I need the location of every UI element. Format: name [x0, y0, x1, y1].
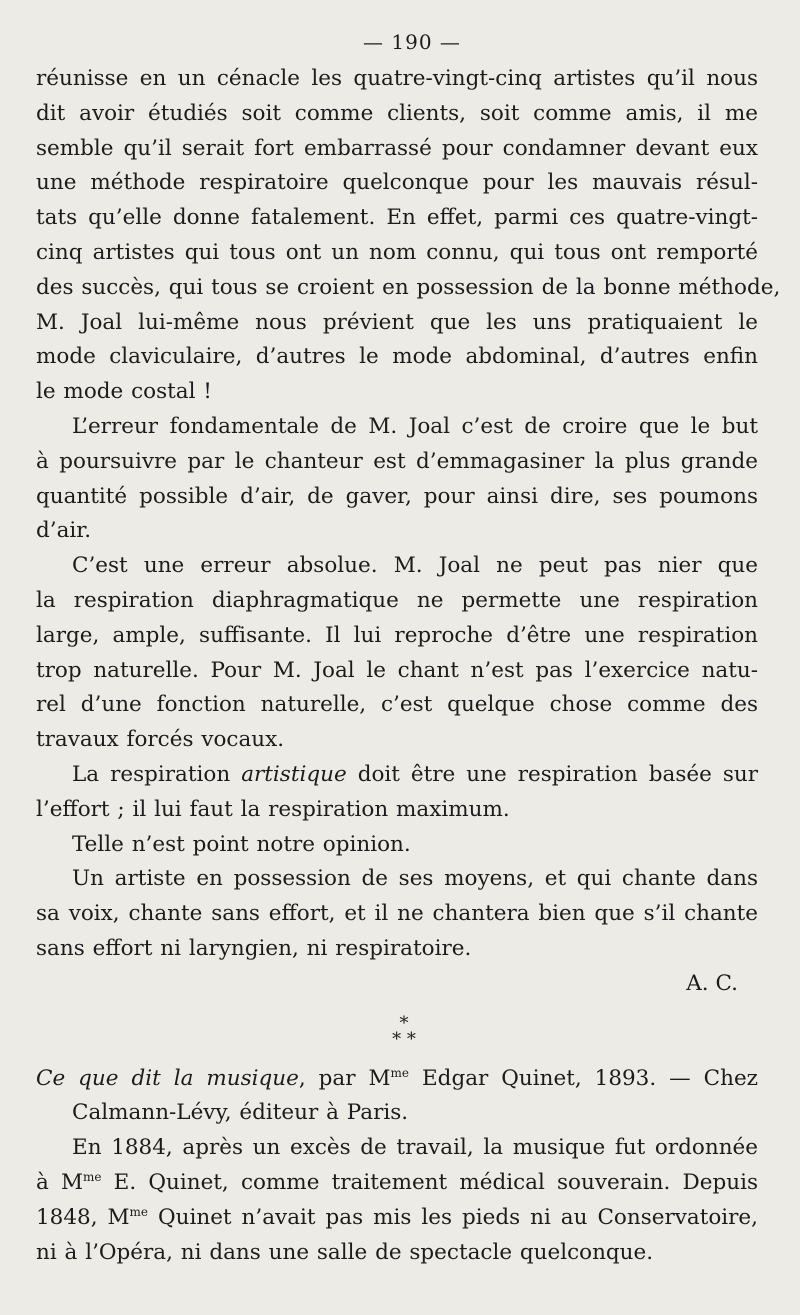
superscript: me: [129, 1204, 149, 1219]
text-line: Un artiste en possession de ses moyens, et qui chante dans: [72, 866, 758, 892]
superscript: me: [390, 1065, 410, 1080]
text-line: C’est une erreur absolue. M. Joal ne peut pas nier que: [72, 553, 758, 579]
text-line: une méthode respiratoire quelconque pour les mauvais résul-: [36, 170, 758, 196]
text-line: rel d’une fonction naturelle, c’est quelque chose comme des: [36, 692, 758, 718]
line-fragment: E. Quinet, comme traitement médical souverain. Depuis: [101, 1169, 758, 1195]
text-line: mode claviculaire, d’autres le mode abdominal, d’autres enfin: [36, 344, 758, 370]
text-line: des succès, qui tous se croient en possession de la bonne méthode,: [36, 274, 781, 300]
text-line: réunisse en un cénacle les quatre-vingt-cinq artistes qu’il nous: [36, 66, 758, 91]
review-body-line: ni à l’Opéra, ni dans une salle de spectacle quelconque.: [36, 1239, 654, 1265]
review-body-line: [36, 1166, 758, 1201]
text-line: sa voix, chante sans effort, et il ne chantera bien que s’il chante: [36, 901, 758, 927]
line-fragment: La respiration: [72, 761, 242, 787]
line-fragment: , par M: [298, 1065, 391, 1091]
review-body-line: En 1884, après un excès de travail, la musique fut ordonnée: [72, 1135, 758, 1161]
review-publisher-line: Calmann-Lévy, éditeur à Paris.: [72, 1100, 409, 1126]
text-line: large, ample, suffisante. Il lui reproche d’être une respiration: [36, 622, 758, 648]
main-text: [36, 62, 781, 758]
text-line: L’erreur fondamentale de M. Joal c’est de croire que le but: [72, 413, 758, 439]
text-line: d’air.: [36, 518, 92, 544]
text-line: tats qu’elle donne fatalement. En effet, parmi ces quatre-vingt-: [36, 205, 758, 231]
book-title: Ce que dit la musique: [36, 1065, 299, 1091]
text-line: l’effort ; il lui faut la respiration maximum.: [36, 796, 510, 822]
text-line: la respiration diaphragmatique ne permette une respiration: [36, 587, 758, 613]
text-line: M. Joal lui-même nous prévient que les uns pratiquaient le: [36, 309, 758, 335]
text-line: le mode costal !: [36, 379, 212, 405]
line-fragment: Quinet n’avait pas mis les pieds ni au Conservatoire,: [148, 1204, 758, 1230]
text-line: à poursuivre par le chanteur est d’emmagasiner la plus grande: [36, 448, 758, 474]
main-text-continued: [36, 793, 758, 967]
italic-word: artistique: [241, 761, 347, 787]
line-fragment: 1848, M: [36, 1204, 130, 1230]
text-line: sans effort ni laryngien, ni respiratoire.: [36, 935, 472, 961]
author-signature: A. C.: [686, 970, 738, 996]
text-line: Telle n’est point notre opinion.: [72, 831, 411, 857]
text-line: quantité possible d’air, de gaver, pour ainsi dire, ses poumons: [36, 483, 758, 509]
line-fragment: à M: [36, 1169, 84, 1195]
text-line: trop naturelle. Pour M. Joal le chant n’est pas l’exercice natu-: [36, 657, 758, 683]
review-body-line: [36, 1201, 758, 1236]
superscript: me: [83, 1169, 102, 1184]
text-line: travaux forcés vocaux.: [36, 727, 285, 753]
asterism-top: *: [399, 1012, 409, 1034]
page-number: — 190 —: [363, 30, 461, 54]
text-line: semble qu’il serait fort embarrassé pour condamner devant eux: [36, 135, 758, 161]
line-fragment: Edgar Quinet, 1893. — Chez: [409, 1065, 758, 1091]
line-fragment: doit être une respiration basée sur: [346, 761, 759, 787]
review-heading-line: [36, 1062, 758, 1097]
text-line-artistique: [36, 758, 758, 793]
text-line: dit avoir étudiés soit comme clients, soit comme amis, il me: [36, 100, 758, 126]
asterism-separator: [36, 1012, 758, 1050]
text-line: cinq artistes qui tous ont un nom connu, qui tous ont remporté: [36, 239, 758, 265]
asterism-bottom: * *: [392, 1028, 416, 1050]
